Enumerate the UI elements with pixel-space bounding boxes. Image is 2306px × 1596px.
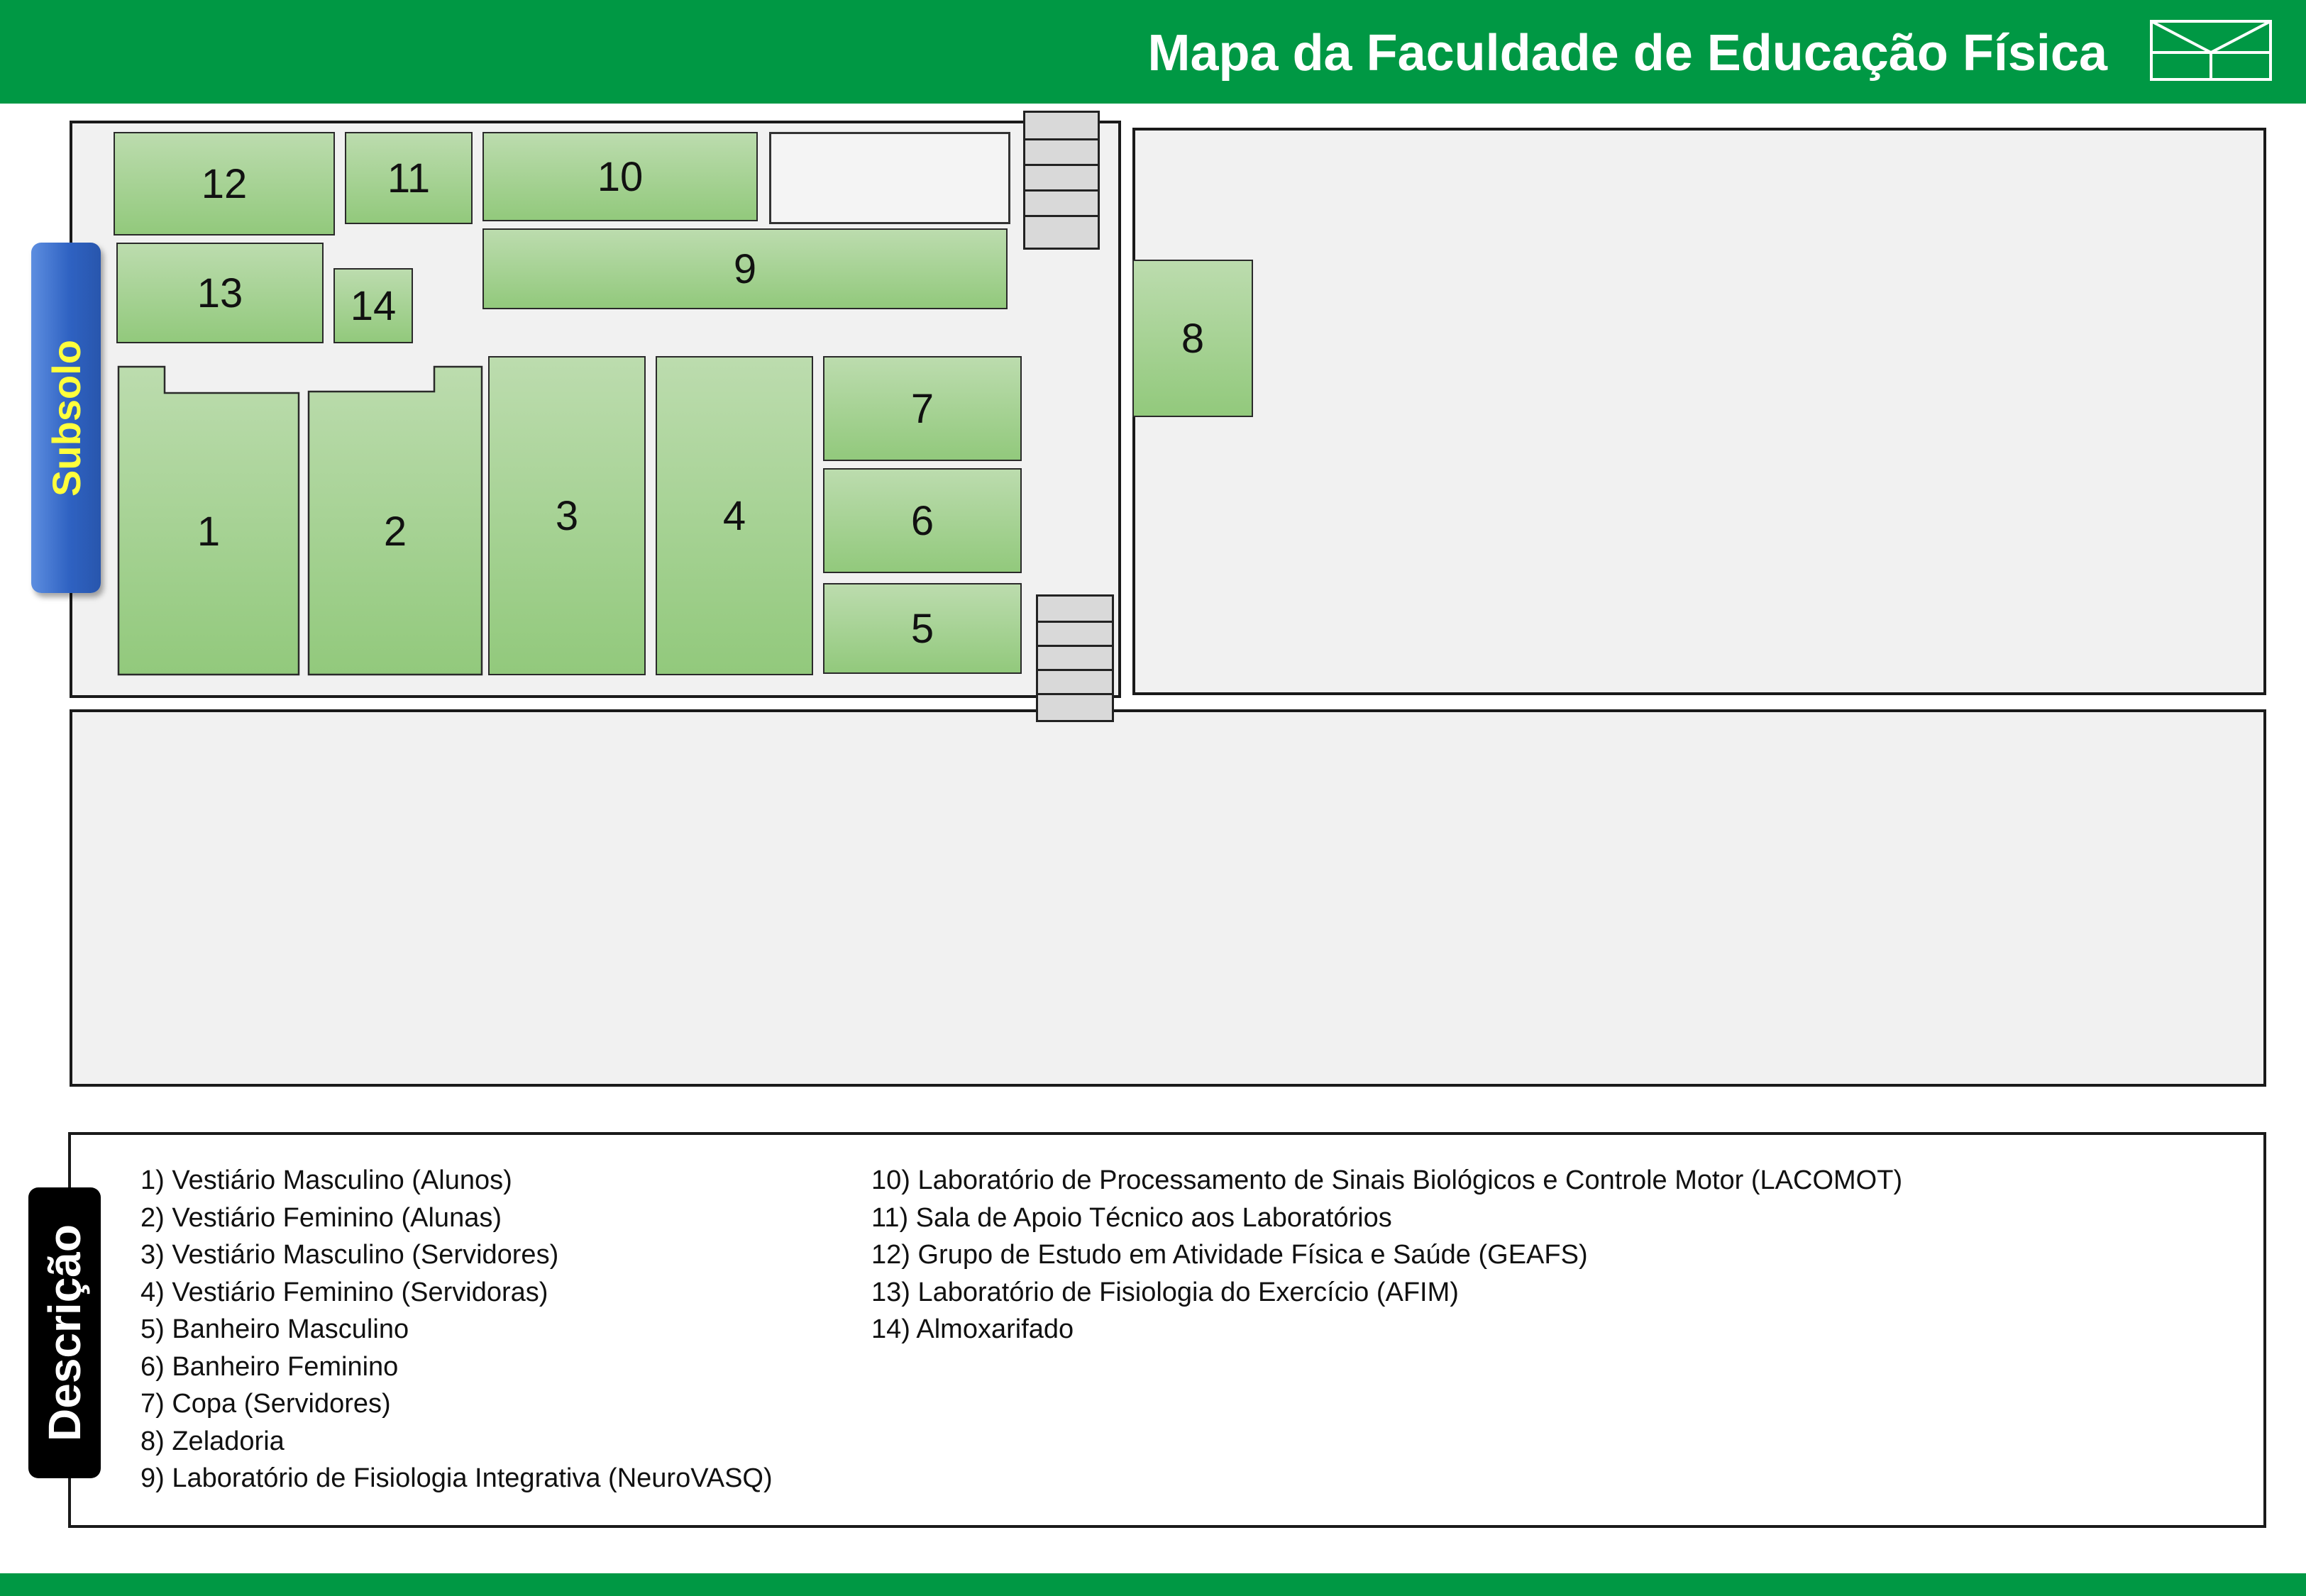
list-item: 4) Vestiário Feminino (Servidoras) xyxy=(140,1277,548,1307)
university-logo-icon xyxy=(2150,20,2272,81)
list-item: 2) Vestiário Feminino (Alunas) xyxy=(140,1202,502,1233)
description-list-right xyxy=(871,1162,1902,1348)
room-4[interactable] xyxy=(656,356,813,675)
stairs-icon xyxy=(1023,111,1100,250)
building-south-area xyxy=(70,709,2266,1087)
page-title: Mapa da Faculdade de Educação Física xyxy=(1147,25,2107,82)
room-7[interactable] xyxy=(823,356,1022,461)
room-10[interactable] xyxy=(482,132,758,221)
list-item: 14) Almoxarifado xyxy=(871,1314,1074,1344)
list-item: 10) Laboratório de Processamento de Sinais Biológicos e Controle Motor (LACOMOT) xyxy=(871,1165,1903,1195)
room-2[interactable] xyxy=(308,366,482,675)
list-item: 3) Vestiário Masculino (Servidores) xyxy=(140,1240,559,1270)
room-9-label: 9 xyxy=(733,245,757,292)
building-east-area xyxy=(1132,128,2266,695)
room-13[interactable] xyxy=(116,243,324,343)
list-item: 13) Laboratório de Fisiologia do Exercício (AFIM) xyxy=(871,1277,1459,1307)
room-10-label: 10 xyxy=(597,153,644,200)
description-label-tab xyxy=(28,1187,101,1478)
list-item: 8) Zeladoria xyxy=(140,1426,285,1456)
room-8-label: 8 xyxy=(1181,315,1205,362)
footer-bar xyxy=(0,1573,2306,1596)
list-item: 11) Sala de Apoio Técnico aos Laboratórios xyxy=(871,1202,1392,1233)
room-9[interactable] xyxy=(482,228,1008,309)
room-14[interactable] xyxy=(333,268,413,343)
room-11[interactable] xyxy=(345,132,473,224)
floor-label: Subsolo xyxy=(43,339,89,497)
room-14-label: 14 xyxy=(350,282,397,329)
room-13-label: 13 xyxy=(197,270,243,316)
description-label: Descrição xyxy=(39,1224,90,1441)
room-12[interactable] xyxy=(114,132,335,235)
room-3[interactable] xyxy=(488,356,646,675)
description-list-left xyxy=(140,1162,773,1497)
room-5-label: 5 xyxy=(910,605,934,652)
list-item: 12) Grupo de Estudo em Atividade Física e Saúde (GEAFS) xyxy=(871,1240,1588,1270)
room-1[interactable] xyxy=(118,366,299,675)
list-item: 1) Vestiário Masculino (Alunos) xyxy=(140,1165,512,1195)
unlabeled-room xyxy=(769,132,1010,224)
room-1-label: 1 xyxy=(197,509,221,555)
list-item: 5) Banheiro Masculino xyxy=(140,1314,409,1344)
room-12-label: 12 xyxy=(201,160,248,207)
room-2-label: 2 xyxy=(383,509,407,555)
room-6[interactable] xyxy=(823,468,1022,573)
room-11-label: 11 xyxy=(387,155,431,201)
room-7-label: 7 xyxy=(910,385,934,432)
room-6-label: 6 xyxy=(910,497,934,544)
room-5[interactable] xyxy=(823,583,1022,674)
list-item: 7) Copa (Servidores) xyxy=(140,1389,391,1419)
list-item: 6) Banheiro Feminino xyxy=(140,1351,399,1382)
room-4-label: 4 xyxy=(722,492,746,539)
list-item: 9) Laboratório de Fisiologia Integrativa (NeuroVASQ) xyxy=(140,1463,773,1493)
stairs-icon xyxy=(1036,594,1114,722)
room-8[interactable] xyxy=(1132,260,1253,417)
floor-label-tab xyxy=(31,243,101,593)
room-3-label: 3 xyxy=(555,492,579,539)
